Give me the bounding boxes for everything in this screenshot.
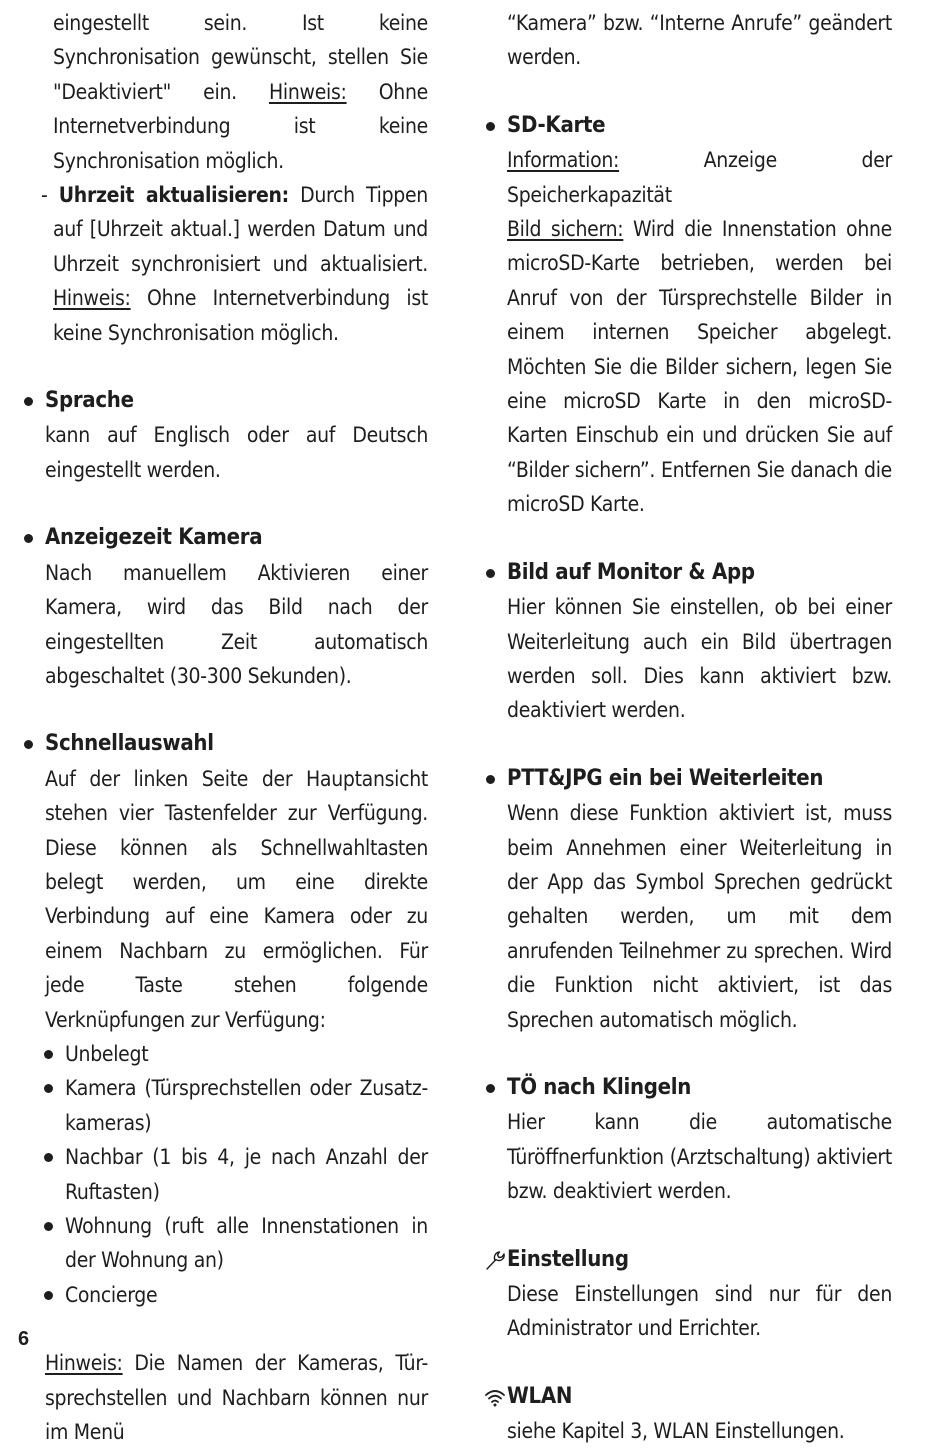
section-toe [484,1071,892,1209]
section-heading [22,521,428,555]
bullet-icon [24,740,33,749]
bullet-icon [24,397,33,406]
section-text: Hier kann die automatische Türöffnerfunktion (Arztschaltung) aktiviert bzw. deaktiviert werden. [507,1110,892,1204]
hint-text: Ohne Internetverbindung ist keine Synchronisation möglich. [53,286,428,345]
list-item [22,1071,428,1140]
section-heading [484,556,892,590]
right-column [484,6,892,1449]
save-label: Bild sichern: [507,217,624,242]
info-text: Anzeige der Speicherkapazität [507,148,892,207]
time-update-text: Durch Tippen auf [Uhrzeit aktual.] werden Datum und Uhrzeit synchronisiert und aktualisiert. [53,183,428,276]
section-bild-monitor [484,556,892,728]
wrench-icon [484,1249,506,1271]
heading-text: Anzeigezeit Kamera [45,525,263,551]
heading-text: SD-Karte [507,112,606,138]
time-update-label: Uhrzeit aktualisieren: [58,183,289,208]
bullet-icon [486,122,495,131]
heading-text: Bild auf Monitor & App [507,559,755,585]
time-update-paragraph [22,178,428,350]
section-heading [484,762,892,796]
section-text: Wenn diese Funktion aktiviert ist, muss beim Annehmen einer Weiterleitung in der App das Symbol Sprechen gedrückt gehalten werden, um mit dem anrufenden Teilnehmer zu sprechen. Wird die Funktion nicht aktiviert, ist das Sprechen automatisch möglich. [507,801,892,1032]
section-heading [484,1380,892,1414]
section-sprache [22,384,428,487]
bullet-icon [44,1291,53,1300]
info-label: Information: [507,148,620,173]
bullet-icon [44,1153,53,1162]
section-einstellung [484,1243,892,1346]
hint-text: Ohne Internetverbindung ist keine Synchronisation möglich. [53,79,428,173]
section-text: siehe Kapitel 3, WLAN Einstellungen. [507,1419,845,1444]
section-text: kann auf Englisch oder auf Deutsch eingestellt werden. [45,423,428,482]
section-text: Diese Einstellungen sind nur für den Administrator und Errichter. [507,1282,892,1341]
list-item-text: Kamera (Türsprechstellen oder Zusatz-kameras) [65,1076,428,1135]
heading-text: TÖ nach Klingeln [507,1074,692,1100]
bullet-icon [486,1084,495,1093]
dash: - [41,183,59,208]
schnellauswahl-hint [22,1346,428,1449]
section-heading [484,109,892,143]
section-heading [484,1243,892,1277]
save-text: Wird die Innenstation ohne microSD-Karte betrieben, werden bei Anruf von der Türsprechstelle Bilder in einem internen Speicher abgelegt. Möchten Sie die Bilder sichern, legen Sie eine microSD Karte in den microSD-Karten Einschub ein und drücken Sie auf “Bilder sichern”. Entfernen Sie danach die microSD Karte. [507,217,892,517]
list-item [22,1037,428,1071]
heading-text: Einstellung [507,1246,629,1272]
bullet-icon [44,1050,53,1059]
list-item [22,1140,428,1209]
sd-info [484,143,892,212]
list-item-text: Concierge [65,1282,158,1307]
section-text: Auf der linken Seite der Hauptansicht stehen vier Tastenfelder zur Verfügung. Diese können als Schnellwahltasten belegt werden, um eine direkte Verbindung auf eine Kamera oder zu einem Nachbarn zu ermöglichen. Für jede Taste stehen folgende Verknüpfungen zur Verfügung: [45,766,428,1032]
section-text: Nach manuellem Aktivieren einer Kamera, wird das Bild nach der eingestellten Zeit automatisch abgeschaltet (30-300 Sekunden). [45,560,428,688]
section-ptt [484,762,892,1037]
section-schnellauswahl [22,727,428,1449]
left-column [22,6,428,1449]
section-heading [484,1071,892,1105]
hint-label: Hinweis: [53,286,131,311]
section-wlan [484,1380,892,1449]
hint-text: Die Namen der Kameras, Tür-sprechstellen und Nachbarn können nur im Menü [45,1351,428,1445]
page-number: 6 [18,1328,30,1350]
sync-text: eingestellt sein. Ist keine Synchronisation gewünscht, stellen Sie "Deaktiviert" ein. [53,11,428,104]
section-heading [22,384,428,418]
list-item [22,1209,428,1278]
bullet-icon [24,534,33,543]
section-sdkarte [484,109,892,522]
bullet-icon [44,1222,53,1231]
continued-text: “Kamera” bzw. “Interne Anrufe” geändert werden. [507,11,892,70]
hint-label: Hinweis: [269,79,347,104]
heading-text: Schnellauswahl [45,731,214,757]
list-item-text: Nachbar (1 bis 4, je nach Anzahl der Ruftasten) [65,1145,428,1204]
section-anzeigezeit [22,521,428,693]
sync-paragraph [22,6,428,178]
wifi-icon [484,1386,506,1408]
bullet-icon [486,569,495,578]
heading-text: WLAN [507,1383,573,1409]
bullet-icon [486,775,495,784]
section-heading [22,727,428,761]
list-item [22,1278,428,1312]
heading-text: PTT&JPG ein bei Weiterleiten [507,765,824,791]
hint-label: Hinweis: [45,1351,123,1376]
bullet-icon [44,1084,53,1093]
list-item-text: Unbelegt [65,1041,149,1066]
list-item-text: Wohnung (ruft alle Innenstationen in der Wohnung an) [65,1214,428,1273]
heading-text: Sprache [45,388,134,414]
sd-save [484,212,892,522]
section-text: Hier können Sie einstellen, ob bei einer Weiterleitung auch ein Bild übertragen werden soll. Dies kann aktiviert bzw. deaktiviert werden. [507,595,892,723]
